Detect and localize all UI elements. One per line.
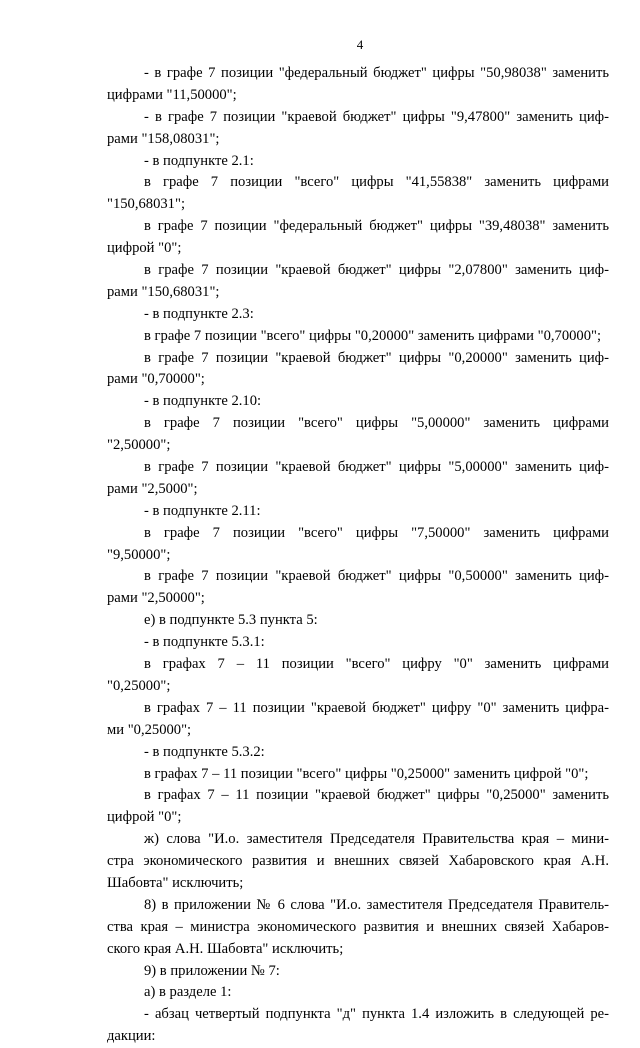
- text-line: в графе 7 позиции "краевой бюджет" цифры "0,20000" заменить циф-: [144, 349, 609, 366]
- text-line: - в графе 7 позиции "федеральный бюджет" цифры "50,98038" заменить: [144, 65, 609, 81]
- text-line: "9,50000";: [107, 546, 171, 563]
- text-line: - абзац четвертый подпункта "д" пункта 1.4 изложить в следующей ре-: [144, 1006, 609, 1023]
- text-line: - в подпункте 2.3:: [144, 305, 254, 322]
- text-line: дакции:: [107, 1028, 156, 1045]
- text-line: рами "2,5000";: [107, 480, 198, 497]
- text-line: - в подпункте 2.10:: [144, 393, 262, 410]
- text-line: ского края А.Н. Шабовта" исключить;: [107, 940, 344, 957]
- text-line: 9) в приложении № 7:: [144, 962, 280, 979]
- text-line: в графе 7 позиции "краевой бюджет" цифры "5,00000" заменить циф-: [144, 459, 609, 476]
- text-line: - в графе 7 позиции "краевой бюджет" цифры "9,47800" заменить циф-: [144, 108, 609, 125]
- text-line: стра экономического развития и внешних связей Хабаровского края А.Н.: [107, 853, 609, 870]
- text-line: ж) слова "И.о. заместителя Председателя Правительства края – мини-: [144, 831, 609, 848]
- text-line: в графах 7 – 11 позиции "всего" цифры "0,25000" заменить цифрой "0";: [144, 765, 589, 782]
- text-line: "150,68031";: [107, 196, 185, 213]
- text-line: в графах 7 – 11 позиции "краевой бюджет" цифры "0,25000" заменить: [144, 787, 609, 804]
- text-line: в графе 7 позиции "всего" цифры "5,00000" заменить цифрами: [144, 415, 609, 432]
- text-line: в графе 7 позиции "всего" цифры "7,50000" заменить цифрами: [144, 524, 609, 541]
- text-line: а) в разделе 1:: [144, 984, 232, 1001]
- text-line: рами "150,68031";: [107, 283, 220, 300]
- text-line: в графах 7 – 11 позиции "краевой бюджет" цифру "0" заменить цифра-: [144, 699, 609, 716]
- text-line: - в подпункте 5.3.2:: [144, 743, 265, 760]
- text-line: 8) в приложении № 6 слова "И.о. заместителя Председателя Правитель-: [144, 896, 609, 913]
- text-line: цифрой "0";: [107, 809, 182, 826]
- text-line: в графе 7 позиции "краевой бюджет" цифры "2,07800" заменить циф-: [144, 262, 609, 279]
- text-line: рами "2,50000";: [107, 590, 205, 607]
- text-line: в графах 7 – 11 позиции "всего" цифру "0" заменить цифрами: [144, 656, 609, 673]
- text-line: Шабовта" исключить;: [107, 874, 244, 891]
- text-line: ства края – министра экономического развития и внешних связей Хабаров-: [107, 918, 609, 935]
- text-line: "2,50000";: [107, 437, 171, 454]
- text-line: е) в подпункте 5.3 пункта 5:: [144, 612, 318, 629]
- text-line: в графе 7 позиции "федеральный бюджет" цифры "39,48038" заменить: [144, 218, 609, 235]
- text-line: в графе 7 позиции "краевой бюджет" цифры "0,50000" заменить циф-: [144, 568, 609, 585]
- text-line: в графе 7 позиции "всего" цифры "0,20000" заменить цифрами "0,70000";: [144, 327, 602, 344]
- text-line: - в подпункте 2.1:: [144, 152, 254, 169]
- text-line: цифрой "0";: [107, 240, 182, 257]
- text-line: - в подпункте 5.3.1:: [144, 634, 265, 651]
- text-line: рами "0,70000";: [107, 371, 205, 388]
- text-line: цифрами "11,50000";: [107, 86, 237, 103]
- page-number: 4: [356, 37, 364, 52]
- text-line: в графе 7 позиции "всего" цифры "41,55838" заменить цифрами: [144, 174, 609, 191]
- text-line: ми "0,25000";: [107, 721, 192, 738]
- text-line: "0,25000";: [107, 677, 171, 694]
- document-body: [107, 63, 609, 1048]
- text-line: - в подпункте 2.11:: [144, 502, 261, 519]
- text-line: рами "158,08031";: [107, 130, 220, 147]
